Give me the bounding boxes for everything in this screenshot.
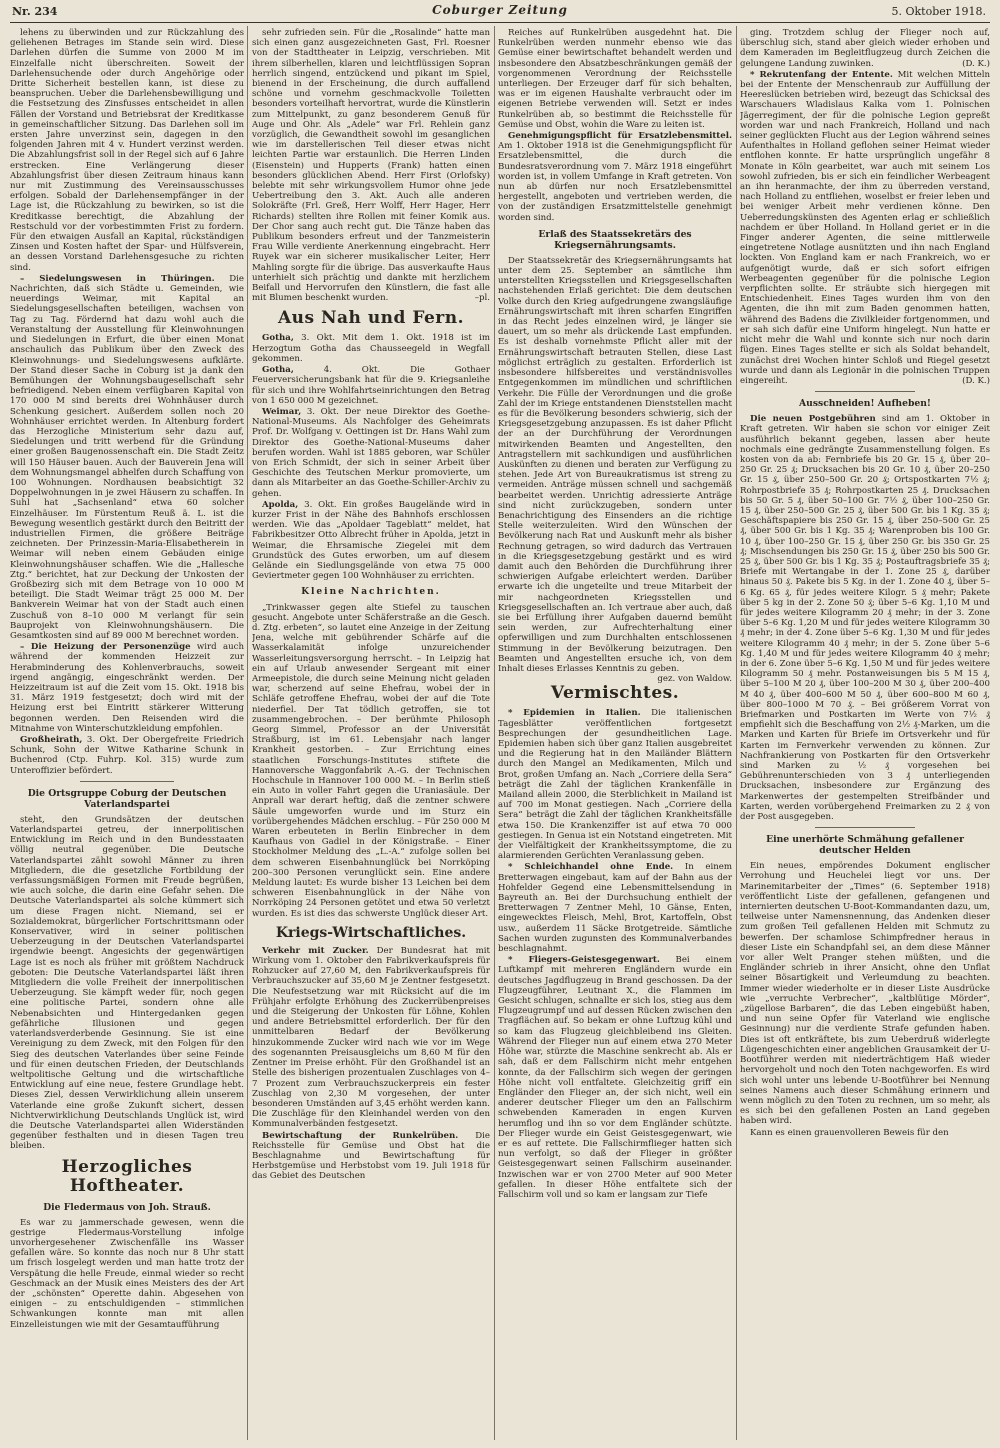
runin-heading: * Fliegers-Geistesgegenwart. <box>508 955 660 966</box>
column-divider <box>736 26 737 1440</box>
section-heading: Ausschneiden! Aufheben! <box>799 398 931 410</box>
paragraph <box>252 407 490 499</box>
section-heading: Eine unerhörte Schmähung gefallener deutscher Helden <box>766 834 964 857</box>
paragraph-text: 3. Okt. Ein großes Baugelände wird in kurzer Frist in der Nähe des Bahnhofs erschlossen werden. Wie das „Apoldaer Tageblatt“ meldet, hat Fabrikbesitzer Otto Albrecht früher in Apolda, jetzt in Weimar, die Ehrsamische Ziegelei mit dem Grundstück des Gutes erworben, um auf diesem Gelände ein Siedlungsgelände von etwa 75 000 Geviertmeter gegen 100 Wohnhäuser zu errichten. <box>252 499 490 582</box>
paragraph-text: 3. Okt. Mit dem 1. Okt. 1918 ist im Herzogtum Gotha das Chausseegeld in Wegfall gekommen. <box>252 333 490 364</box>
runin-heading: * Rekrutenfang der Entente. <box>750 69 893 80</box>
paragraph-text: Mit welchen Mitteln bei der Entente der Menschenraub zur Auffüllung der Heereslücken betrieben wird, bezeugt das Schicksal des Warschauers Wladislaus Kalka vom 1. Polnischen Jägerregiment, der für die polnische Legion gepreßt worden war und nach Frankreich, Holland und nach seiner geglückten Flucht aus der Legion während seines Aufenthaltes in Holland geflohen seiner Heimat wieder entflohen konnte. Er hatte ursprünglich ungefähr 8 Monate in Köln gearbeitet, war auch mit seinem Los sowohl zufrieden, bis er sich ein feindlicher Werbeagent an ihn heranmachte, der ihm zu überreden verstand, nach Holland zu entfliehen, woselbst er freier leben und bei weniger Arbeit mehr verdienen könne. Den Ueberredungskünsten des Agenten erlag er schließlich nachdem er über Holland. In Holland geriet er in die Finger anderer Agenten, die seine mittlerweile eingetretene Notlage ausnützten und ihn nach England lockten. Von England kam er nach Frankreich, wo er aufgenötigt wurde, daß er sich sofort eifrigen Werbeagenten gegenüber für die polnische Legion verpflichten sollte. Er sträubte sich hiergegen mit Entschiedenheit. Eines Tages wurden ihm von den Agenten, die ihn mit zum Baden genommen hatten, während des Badens die Zivilkleider fortgenommen, und er sah sich dafür eine Uniform hingelegt. Nun hatte er nicht mehr die Wahl und konnte sich nur noch darin fügen. Eines Tages stellte er sich als Soldat behandelt, zunächst drei Wochen hinter Schloß und Riegel gesetzt wurde und dann als Legionär in die polnischen Truppen eingereiht. <box>740 69 990 386</box>
paragraph <box>10 735 244 776</box>
signature: (D. K.) <box>962 58 990 69</box>
paragraph: lehens zu überwinden und zur Rückzahlung des geliehenen Betrages im Stande sein wird. Diese Darlehen dürfen die Summe von 2000 M im Einzelfalle nicht überschreiten. Soweit der Darlehensuchende oder durch Angehörige oder Dritte Sicherheit bestellen kann, ist diese zu beanspruchen. Ueber die Darlehensbewilligung und die Festsetzung des Zinsfusses entscheidet in allen Fällen der Vorstand und Betriebsrat der Kreditkasse in gemeinschaftlicher Sitzung. Das Darlehen soll im ersten Jahre unverzinst sein, dagegen in den folgenden Jahren mit 4 v. Hundert verzinst werden. Die Abzahlungsfrist soll in der Regel sich auf 6 Jahre erstrecken. Eine Verlängerung dieser Abzahlungsfrist über diesen Zeitraum hinaus kann nur mit Zustimmung des Vereinsausschusses erfolgen. Sobald der Darlehensempfänger in der Lage ist, die Rückzahlung zu bewirken, so ist die Kreditkasse berechtigt, die Abzahlung der Restschuld vor der vorbestimmten Frist zu fordern. Für den etwaigen Ausfall an Kapital, rückständigen Zinsen und Kosten haftet der Spar- und Hülfsverein, an dessen Vorstand Darlehensgesuche zu richten sind. <box>10 28 244 273</box>
paragraph <box>252 500 490 582</box>
masthead <box>10 0 990 23</box>
paragraph <box>252 1131 490 1182</box>
paragraph-text: Die italienischen Tagesblätter veröffentlichen fortgesetzt Besprechungen der gesundheitlichen Lage. Epidemien haben sich über ganz Italien ausgebreitet und die Regierung hat in den Mailänder Blättern durch den Mangel an Medikamenten, Milch und Brot, großen Umfang an. Nach „Corriere della Sera“ beträgt die Zahl der täglichen Krankenfälle in Mailand allein 2000, die Sterblichkeit in Mailand ist auf 700 im Monat gestiegen. Nach „Corriere della Sera“ beträgt die Zahl der täglichen Krankheitsfälle etwa 150. Die Krankenziffer ist auf etwa 70 000 gestiegen. In Genua ist ein Notstand eingetreten. Mit der Vielfältigkeit der Krankheitssymptome, die zu alarmierenden Gerüchten Veranlassung geben. <box>498 708 732 862</box>
column-4 <box>740 28 990 1438</box>
paragraph: Kann es einen grauenvolleren Beweis für den <box>750 1127 949 1138</box>
paragraph <box>740 70 990 386</box>
paragraph: Reiches auf Runkelrüben ausgedehnt hat. Die Runkelrüben werden nunmehr ebenso wie das Gemüse einer bewirtschaftet behandelt werden und insbesondere den Absatzbeschränkungen gemäß der vorgenommenen Verordnung der Reichsstelle unterliegen. Der Erzeuger darf für sich behalten, was er im eigenen Haushalte verbraucht oder im eigenen Betriebe verwenden will. Setzt er indes Runkelrüben ab, so bestimmt die Reichsstelle für Gemüse und Obst, wohin die Ware zu leiten ist. <box>498 28 732 130</box>
paragraph-text: Die Nachrichten, daß sich Städte u. Gemeinden, wie neuerdings Weimar, mit Kapital an Siedelungsgesellschaften beteiligen, wachsen von Tag zu Tag. Fördernd hat dazu wohl auch die Veranstaltung der Ausstellung für Kleinwohnungen und Siedelungen in Erfurt, die über einen Monat anschaulich das Publikum über den Zweck des Kleinwohnungs- und Siedelungswesens aufklärte. Der Stand dieser Sache in Coburg ist ja dank den Bemühungen der Wohnungsbaugesellschaft sehr befriedigend. Neben einem verfügbaren Kapital von 170 000 M sind bereits drei Wohnhäuser durch Schenkung gesichert. Außerdem sollen noch 20 Wohnhäuser errichtet werden. In Altenburg fordert das Herzogliche Ministerium sehr dazu auf, Siedelungen und tritt werbend für die Gründung einer großen Baugenossenschaft ein. Die Stadt Zeitz will 150 Häuser bauen. Auch der Bauverein Jena will dem Wohnungsmangel abhelfen durch Schaffung von 100 Wohnungen. Nordhausen beabsichtigt 32 Doppelwohnungen in je zwei Häusern zu schaffen. In Suhl hat „Sachsenland“ etwa 60 solcher Einzelhäuser. Im Fürstentum Reuß ä. L. ist die Bewegung wesentlich gestärkt durch den Beitritt der industriellen Firmen, die größere Beiträge zeichneten. Der Prinzessin-Maria-Elisabetherein in Weimar will neben einem Gebäuden einige Kleinwohnungshäuser schaffen. Wie die „Hallesche Ztg.“ berichtet, hat zur Deckung der Unkosten der Großbezirg sich mit dem Betrage von 10 000 M beteiligt. Die Stadt Weimar trägt 25 000 M. Der Bankverein Weimar hat von der Stadt auch einen Zuschuß von 8–10 000 M verlangt für sein Bauprojekt von Kleinwohnungshäusern. Die Gesamtkosten sind auf 89 000 M berechnet worden. <box>10 273 244 641</box>
paragraph <box>252 333 490 364</box>
runin-heading: Weimar, <box>262 406 302 417</box>
issue-date: 5. Oktober 1918. <box>891 5 986 18</box>
signature: –pl. <box>474 293 490 304</box>
paragraph <box>10 642 244 734</box>
subheading: Die Fledermaus von Joh. Strauß. <box>43 1201 211 1213</box>
runin-heading: Gotha, <box>262 333 294 344</box>
separator <box>815 827 915 828</box>
runin-heading: * Epidemien in Italien. <box>508 708 641 719</box>
paragraph-text: Die Reichsstelle für Gemüse und Obst hat die Beschlagnahme und Bewirtschaftung für Herbstgemüse und Herbstobst vom 19. Juli 1918 für das Gebiet des Deutschen <box>252 1130 490 1182</box>
paragraph <box>252 28 490 303</box>
paragraph <box>740 28 990 69</box>
paragraph <box>498 255 732 685</box>
column-divider <box>247 26 248 1440</box>
paragraph-text: 3. Okt. Der Obergefreite Friedrich Schunk, Sohn der Witwe Katharine Schunk in Buchenrod (Ctp. Fuhrp. Kol. 315) wurde zum Unteroffizier befördert. <box>10 735 244 776</box>
issue-number: Nr. 234 <box>12 5 58 18</box>
section-heading: Kleine Nachrichten. <box>301 587 441 598</box>
paragraph-text: Der Staatssekretär des Kriegsernährungsamts hat unter dem 25. September an sämtliche ihm unterstellten Kriegsstellen und Kriegsgesellschaften nachstehenden Erlaß gerichtet: Die dem deutschen Volke durch den Krieg aufgedrungene zwangsläufige Ernährungswirtschaft mit ihren scharfen Eingriffen in das Recht jedes einzelnen wird, je länger sie dauert, um so mehr als drückende Last empfunden. Es ist deshalb vornehmste Pflicht aller mit der Ernährungswirtschaft betrauten Stellen, diese Last möglichst erträglich zu gestalten. Erforderlich ist insbesondere hilfsbereites und verständnisvolles Entgegenkommen im mündlichen und schriftlichen Verkehr. Die Fülle der Verordnungen und die große Zahl der im Kriege entstandenen Dienststellen macht es für die Bevölkerung besonders schwierig, sich der Kriegsgesetzgebung anzupassen. Es ist daher Pflicht der an der Durchführung der Verordnungen mitwirkenden Beamten und Angestellten, den Antragstellern mit sachkundigen und ausführlichen Auskünften zu dienen und beraten zur Verfügung zu stehen. Jede Art von Bureaukratismus ist streng zu vermeiden. Anträge müssen schnell und sachgemäß bearbeitet werden. Unrichtig adressierte Anträge sind nicht zurückzugeben, sondern unter Benachrichtigung des Einsenders an die richtige Stelle weiterzuleiten. Wird den Wünschen der Bevölkerung nach Rat und Auskunft mehr als bisher Rechnung getragen, so wird dadurch das Vertrauen in die Kriegsgesetzgebung gestärkt und es wird damit auch den Behörden die Durchführung ihrer schwierigen Aufgabe erleichtert werden. Darüber erwarte ich die ungeteilte und treue Mitarbeit der mir nachgeordneten Kriegsstellen und Kriegsgesellschaften an. Ich vertraue aber auch, daß sie bei Erfüllung ihrer Aufgaben dauernd bemüht sein werden, zur Aufrechterhaltung einer opferwilligen und zum Durchhalten entschlossenen Stimmung in der Bevölkerung beizutragen. Den Beamten und Angestellten ersuche ich, von dem Inhalt dieses Erlasses Kenntnis zu geben. <box>498 255 732 674</box>
separator <box>815 391 915 392</box>
runin-heading: Apolda, <box>262 499 299 510</box>
paragraph <box>252 365 490 406</box>
section-heading: Herzogliches Hoftheater. <box>61 1156 193 1196</box>
paragraph <box>498 131 732 223</box>
paragraph-text: sehr zufrieden sein. Für die „Rosalinde“ hatte man sich einen ganz ausgezeichneten Gast, Frl. Roesner von der Stadttheater in Leipzig, verschrieben. Mit ihrem silberhellen, klaren und leichtflüssigen Sopran herrlich singend, entzückend und pikant im Spiel, bienend in der Erscheinung, die durch auffallend schöne und vornehm geschmackvolle Toiletten besonders vorteilhaft hervortrat, wurde die Künstlerin zum Mittelpunkt, zu ganz besonderem Genuß für Auge und Ohr. Als „Adele“ war Frl. Rehlein ganz vorzüglich, die Gewandtheit sowohl im gesanglichen wie im darstellerischen Teil dieser etwas nicht leichten Partie war erstaunlich. Die Herren Linden (Eisenstein) und Hupperts (Frank) hatten einen besonders glücklichen Abend. Herr First (Orlofsky) belebte mit sehr wirkungsvollem Humor ohne jede Uebertreibung den 3. Akt. Auch alle anderen Solokräfte (Frl. Greß, Herr Wolff, Herr Hager, Herr Richards) stellten ihre Rollen mit feiner Komik aus. Der Chor sang auch recht gut. Die Tänze haben das Publikum besonders erfreut und der Tanzmeisterin Frau Wille verdiente Anerkennung eingebracht. Herr Ruyek war ein sicherer musikalischer Leiter, Herr Mahling sorgte für die übrige. Das ausverkaufte Haus unterhielt sich prächtig und dankte mit herzlichem Beifall und Hervorrufen den Künstlern, die fast alle mit Blumen beschenkt wurden. <box>252 28 490 304</box>
paragraph <box>740 414 990 822</box>
paragraph-text: In einem Bretterwagen eingebaut, kam auf der Bahn aus der Hohfelder Gegend eine Lebensmittelsendung in Bayreuth an. Bei der Durchsuchung enthielt der Bretterwagen 7 Zentner Mehl, 10 Gänse, Enten, eingewecktes Fleisch, Mehl, Brot, Kartoffeln, Obst usw., außerdem 11 Säcke Brotgetreide. Sämtliche Sachen wurden zugunsten des Kommunalverbandes beschlagnahmt. <box>498 862 732 955</box>
signature: gez. von Waldow. <box>657 674 732 685</box>
section-heading: Kriegs-Wirtschaftliches. <box>275 924 467 941</box>
runin-heading: Gotha, <box>262 365 294 376</box>
paragraph: „Trinkwasser gegen alte Stiefel zu tauschen gesucht. Angebote unter Schäferstraße an die Gesch. d. Ztg. erbeten“, so lautet eine Anzeige in der Zeitung Jena, welche mit gebührender Schärfe auf die Wasserkalamität infolge unzureichender Wasserleitungsversorgung herrscht. – In Leipzig hat ein auf Urlaub anwesender Sergeant mit einer Armeepistole, die durch seine Meinung nicht geladen war, scherzend auf seine Ehefrau, wobei der in Schläfe getroffene Ehefrau, wobei der auf die Tote niederfiel. Der Tat tödlich getroffen, sie tot zusammengebrochen. – Der berühmte Philosoph Georg Simmel, Professor an der Universität Straßburg, ist im 61. Lebensjahr nach langer Krankheit gestorben. – Zur Errichtung eines staatlichen Forschungs-Institutes stiftete die Hannoversche Waggonfabrik A.-G. der Technischen Hochschule in Hannover 100 000 M. – In Berlin stieß ein Auto in voller Fahrt gegen die Uraniasäule. Der Anprall war derart heftig, daß die zentner schwere Säule umgeworfen wurde und im Sturz ein vorübergehendes Mädchen erschlug. – Für 250 000 M Waren erbeuteten in Berlin Einbrecher in dem Kaufhaus von Gadiel in der Königstraße. – Einer Stockholmer Meldung des „L.-A.“ zufolge sollen bei dem schweren Eisenbahnunglück bei Norrköping 200–300 Personen verunglückt sein. Eine andere Meldung lautet: Es wurde bisher 13 Leichen bei dem schweren Eisenbahnunglück in der Nähe von Norrköping 24 Personen getötet und etwa 50 verletzt wurden. Es ist dies das schwerste Unglück dieser Art. <box>252 602 490 919</box>
section-heading: Aus Nah und Fern. <box>277 308 465 329</box>
paragraph-text: Bei einem Luftkampf mit mehreren Engländern wurde ein deutsches Jagdflugzeug in Brand geschossen. Da der Flugzeugführer, Leutnant X., die Flammen im Gesicht schlugen, schnallte er sich los, stieg aus dem Flugzeugrumpf und auf dessen Rücken zwischen den Tragflächen auf. So bekam er ohne Luftzug kühl und so kam das Flugzeug gleichbleibend ins Gleiten. Während der Flieger nun auf einem etwa 270 Meter Höhe war, stürzte die Maschine senkrecht ab. Als er sah, daß er dem Fallschirm nicht mehr entgehen konnte, da der Fallschirm sich wegen der geringen Höhe nicht voll entfaltete. Gleichzeitig griff ein Engländer den Flieger an, der sich nicht, weil ein anderer deutscher Flieger um den an Fallschirm schwebenden Kameraden in engen Kurven herumflog und ihn so vor dem Engländer schützte. Der Flieger wurde ein Geist Geistesgegenwart, wie er es auf rettete. Die Fallschirmflieger hatten sich nun verfolgt, so daß der Flieger in größter Geistesgegenwart seinen Fallschirm auseinander. Inzwischen war er von 2700 Meter auf 900 Meter gefallen. In dieser Höhe entfaltete sich der Fallschirm voll und so kam er langsam zur Tiefe <box>498 955 732 1200</box>
section-heading: Erlaß des Staatssekretärs des Kriegsernährungsamts. <box>538 228 692 251</box>
paragraph-text: 3. Okt. Der neue Direktor des Goethe-National-Museums. Als Nachfolger des Geheimrats Prof. Dr. Wolfgang v. Oettingen ist Dr. Hans Wahl zum Direktor des Goethe-National-Museums daher berufen worden. Wahl ist 1885 geboren, war Schüler von Erich Schmidt, der sich in seiner Arbeit über Geschichte des Teutschen Merkur promovierte, um dann als Mitarbeiter an das Goethe-Schiller-Archiv zu gehen. <box>252 406 490 499</box>
newspaper-title: Coburger Zeitung <box>432 3 568 17</box>
paragraph: Ein neues, empörendes Dokument englischer Verrohung und Heuchelei liegt vor uns. Der Marinemitarbeiter der „Times“ (6. September 1918) veröffentlicht Liste der gefallenen, gefangenen und internierten deutschen U-Boot-Kommandanten dazu, um, teilweise unter Namensnennung, das Andenken dieser zum großen Teil gefallenen Helden mit Schmutz zu bewerfen. Der schamlose Schimpfredner heraus in dieser Liste ein Schandpfahl sei, an dem diese Männer vor aller Welt Pranger stehen müßten, und die Engländer schrieb in ihrer Ansicht, ohne den Unflat seiner Bösartigkeit und Verleumdung zu beachten. Immer wieder wiederholte er in dieser Liste Ausdrücke wie „verruchte Verbrecher“, „kaltblütige Mörder“, „zügellose Barbaren“, die das Leben eingebüßt haben, und nun seine Opfer für Vaterland wie englische Gesinnung) nur die verdiente Strafe gefunden haben. Dies ist oft entkräftete, bis zum Ueberdruß widerlegte Lügengeschichten einer angeblichen Grausamkeit der U-Bootführer werden mit niederträchtigem Haß wieder hervorgeholt und noch den Toten nachgeworfen. Es wird sich wohl unter uns lebende U-Bootführer bei Nennung seines Namens auch dieser Schmähung erinnern und wenn möglich zu den Toten zu rechnen, um so mehr, als es sich bei den gefallenen Posten an Land gegeben haben wird. <box>740 861 990 1127</box>
paragraph-text: wird auch während der kommenden Heizzeit zur Herabminderung des Kohlenverbrauchs, soweit irgend angängig, eingeschränkt werden. Der Heizzeitraum ist auf die Zeit vom 15. Okt. 1918 bis 31. März 1919 festgesetzt; doch wird mit der Heizung erst bei Eintritt stärkerer Witterung begonnen werden. Den Reisenden wird die Mitnahme von Winterschutzkleidung empfohlen. <box>10 642 244 734</box>
paragraph <box>10 274 244 641</box>
runin-heading: Bewirtschaftung der Runkelrüben. <box>262 1130 459 1141</box>
section-heading: Die Ortsgruppe Coburg der Deutschen Vaterlandspartei <box>27 787 227 810</box>
runin-heading: Verkehr mit Zucker. <box>262 945 369 956</box>
column-1 <box>10 28 244 1438</box>
paragraph <box>498 862 732 954</box>
section-heading: Vermischtes. <box>550 683 680 704</box>
runin-heading: * Schleichhandel ohne Ende. <box>508 862 674 873</box>
paragraph-text: sind am 1. Oktober in Kraft getreten. Wir haben sie schon vor einiger Zeit ausführlich bekannt gegeben, lassen aber heute nochmals eine gedrängte Zusammenstellung folgen. Es kosten von da ab: Fernbriefe bis 20 Gr. 15 ₰, über 20–250 Gr. 25 ₰; Drucksachen bis 20 Gr. 10 ₰, über 20–250 Gr. 15 ₰, über 250–500 Gr. 20 ₰; Ortspostkarten 7½ ₰; Rohrpostbriefe 35 ₰; Rohrpostkarten 25 ₰. Drucksachen bis 50 Gr. 5 ₰, über 50–100 Gr. 7½ ₰, über 100–250 Gr. 15 ₰, über 250–500 Gr. 25 ₰, über 500 Gr. bis 1 Kg. 35 ₰; Geschäftspapiere bis 250 Gr. 15 ₰, über 250–500 Gr. 25 ₰, über 500 Gr. bis 1 Kg. 35 ₰; Warenproben bis 100 Gr. 10 ₰, über 100–250 Gr. 15 ₰, über 250 Gr. bis 350 Gr. 25 ₰; Mischsendungen bis 250 Gr. 15 ₰, über 250 bis 500 Gr. 25 ₰, über 500 Gr. bis 1 Kg. 35 ₰; Postauftragsbriefe 35 ₰; Briefe mit Wertangabe in der 1. Zone 25 ₰, darüber hinaus 50 ₰. Pakete bis 5 Kg. in der 1. Zone 40 ₰, über 5–6 Kg. 65 ₰, für jedes weitere Kilogr. 5 ₰ mehr; Pakete über 5 kg in der 2. Zone 50 ₰; über 5–6 Kg. 1,10 M und für jedes weitere Kilogramm 20 ₰ mehr; in der 3. Zone über 5–6 Kg. 1,20 M und für jedes weitere Kilogramm 30 ₰ mehr; in der 4. Zone über 5–6 Kg. 1,30 M und für jedes weitere Kilogramm 40 ₰ mehr; in der 5. Zone über 5–6 Kg. 1,40 M und für jedes weitere Kilogramm 40 ₰ mehr; in der 6. Zone über 5–6 Kg. 1,50 M und für jedes weitere Kilogramm 50 ₰ mehr. Postanweisungen bis 5 M 15 ₰, über 5–100 M 20 ₰, über 100–200 M 30 ₰, über 200–400 M 40 ₰, über 400–600 M 50 ₰, über 600–800 M 60 ₰, über 800–1000 M 70 ₰. – Bei größerem Vorrat von Briefmarken und Postkarten im Werte von 7½ ₰ empfiehlt sich die Beschaffung von 2½ ₰-Marken, um die Marken und Karten für Briefe im Ortsverkehr und für Karten im Fernverkehr verwenden zu können. Zur Nachfrankierung von Postkarten für den Ortsverkehr sind Marken zu ½ ₰ vorgesehen bei Gebührenunterschieden von 3 ₰ unterliegenden Drucksachen, insbesondere zur Ergänzung des Markenwertes der gestempelten Streifbänder und Karten, werden vorübergehend Freimarken zu 2 ₰ von der Post ausgegeben. <box>740 414 990 823</box>
paragraph-text: Der Bundesrat hat mit Wirkung vom 1. Oktober den Fabrikverkaufspreis für Rohzucker auf 27,60 M, den Fabrikverkaufspreis für Verbrauchszucker auf 35,60 M je Zentner festgesetzt. Die Neufestsetzung war mit Rücksicht auf die im Frühjahr erfolgte Erhöhung des Zuckerrübenpreises und die Steigerung der Unkosten für Löhne, Kohlen und andere Betriebsmittel erforderlich. Der für den unmittelbaren Bedarf der Bevölkerung hinzukommende Zucker wird nach wie vor im Wege des sogenannten Preisausgleichs um 8,60 M für den Zentner im Preise erhöht. Für den Großhandel ist an Stelle des bisherigen prozentualen Zuschlages von 4–7 Prozent zum Verbrauchszuckerpreis ein fester Zuschlag von 2,30 M vorgesehen, der unter besonderen Umständen auf 3,45 erhöht werden kann. Die Zuschläge für den Kleinhandel werden von den Kommunalverbänden festgesetzt. <box>252 945 490 1130</box>
paragraph-text: ging. Trotzdem schlug der Flieger noch auf, überschlug sich, stand aber gleich wieder erhoben und dem Kameraden im Begleitflugzeug durch Zeichen die gelungene Landung zuwinken. <box>740 28 990 69</box>
runin-heading: Großheirath, <box>20 735 83 746</box>
signature: (D. K.) <box>962 375 990 386</box>
runin-heading: Die neuen Postgebühren <box>750 414 876 425</box>
runin-heading: – Die Heizung der Personenzüge <box>20 642 191 653</box>
runin-heading: – Siedelungswesen in Thüringen. <box>20 273 215 284</box>
paragraph: Es war zu jammerschade gewesen, wenn die gestrige Fledermaus-Vorstellung infolge unvorhergesehener Zwischenfälle ins Wasser gefallen wäre. So konnte das noch nur 8 Uhr statt um frisch losgelegt werden und man hatte trotz der Verspätung die helle Freude, einmal wieder so recht Geschmack an der Musik eines Meisters des der Art der „schönsten“ Operette dahin. Abgesehen von einigen – zu entschuldigenden – stimmlichen Schwankungen konnte man mit allen Einzelleistungen wie mit der Gesamtaufführung <box>10 1217 244 1330</box>
paragraph-text: Am 1. Oktober 1918 ist die Genehmigungspflicht für Ersatzlebensmittel, die durch die Bundesratsverordnung vom 7. März 1918 eingeführt worden ist, in vollem Umfange in Kraft getreten. Von nun ab dürfen nur noch Ersatzlebensmittel hergestellt, angeboten und vertrieben werden, die von der zuständigen Ersatzmittelstelle genehmigt worden sind. <box>498 141 732 223</box>
column-divider <box>494 26 495 1440</box>
column-2 <box>252 28 490 1438</box>
runin-heading: Genehmigungspflicht für Ersatzlebensmittel. <box>508 131 732 142</box>
column-3 <box>498 28 732 1438</box>
paragraph-text: 4. Okt. Die Gothaer Feuerversicherungsbank hat für die 9. Kriegsanleihe für sich und ihre Wohlfahrtseinrichtungen den Betrag von 1 650 000 M gezeichnet. <box>252 365 490 406</box>
paragraph: steht, den Grundsätzen der deutschen Vaterlandspartei getreu, der innerpolitischen Entwicklung im Reich und in den Bundesstaaten völlig neutral gegenüber. Die Deutsche Vaterlandspartei zählt sowohl Männer zu ihren Mitgliedern, die die gesetzliche Fortbildung der verfassungsmäßigen Formen mit Freude begrüßen, wie auch solche, die darin eine Gefahr sehen. Die Deutsche Vaterlandspartei als solche kümmert sich um diese Fragen nicht. Niemand, sei er Sozialdemokrat, bürgerlicher Fortschrittsmann oder Konservativer, wird in seiner politischen Ueberzeugung in der Deutschen Vaterlandspartei irgendwie beengt. Angesichts der gegenwärtigen Lage ist es noch als früher mit größtem Nachdruck geboten: Die Deutsche Vaterlandspartei läßt ihren Mitgliedern die volle Freiheit der innerpolitischen Ueberzeugung. Sie kämpft weder für, noch gegen eine politische Partei, sondern ohne alle Nebenabsichten und Hintergedanken gegen gefährliche Illusionen und gegen vaterlandsverderbende Gesinnung. Sie ist eine Vereinigung zu dem Zweck, mit den Folgen für den Sieg des deutschen Vaterlandes über seine Feinde und für einen deutschen Frieden, der Deutschlands weltpolitische Geltung und die wirtschaftliche Entwicklung auf eine neue, festere Grundlage hebt. Dieses Ziel, dessen Verwirklichung allein unserem Vaterlande eine große Zukunft sichert, dessen Nichtverwirklichung Deutschlands Unglück ist, wird die Deutsche Vaterlandspartei allen Widerständen gegenüber festhalten und in diesen Tagen treu bleiben. <box>10 814 244 1152</box>
paragraph <box>498 955 732 1200</box>
paragraph <box>252 946 490 1130</box>
paragraph <box>498 708 732 861</box>
separator <box>80 781 174 782</box>
